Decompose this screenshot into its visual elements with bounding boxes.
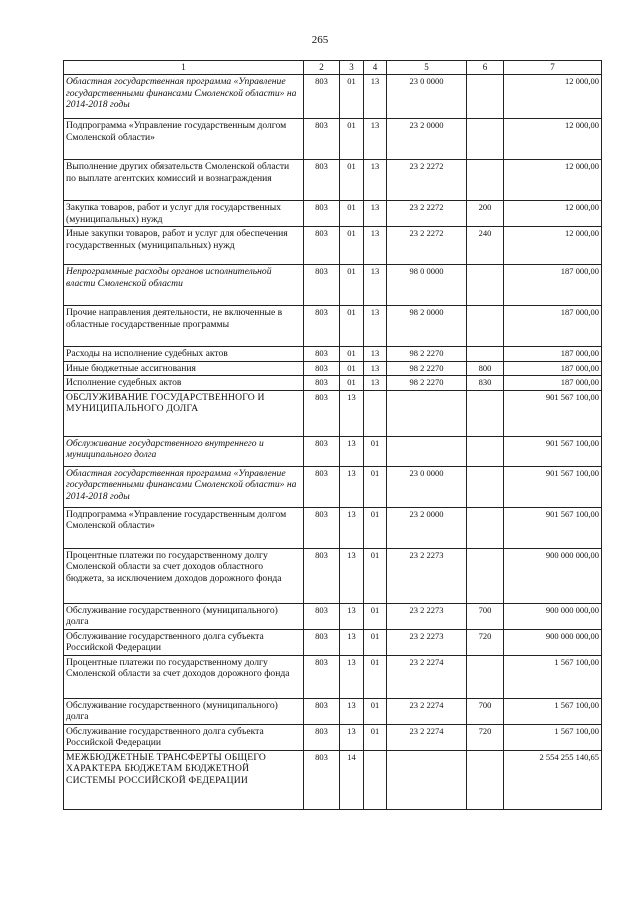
row-subsection: 01 — [364, 698, 387, 724]
row-amount: 187 000,00 — [504, 306, 602, 347]
table-row — [64, 724, 602, 750]
row-expense-type: 200 — [467, 201, 504, 227]
row-section: 13 — [340, 698, 364, 724]
row-amount: 900 000 000,00 — [504, 629, 602, 655]
row-admin-code: 803 — [304, 507, 340, 548]
row-admin-code: 803 — [304, 655, 340, 698]
row-subsection: 13 — [364, 306, 387, 347]
row-admin-code: 803 — [304, 603, 340, 629]
row-target-article — [387, 750, 467, 809]
row-target-article: 98 2 0000 — [387, 306, 467, 347]
row-amount: 187 000,00 — [504, 376, 602, 391]
table-row — [64, 75, 602, 119]
row-amount: 12 000,00 — [504, 119, 602, 160]
table-row — [64, 361, 602, 376]
table-row — [64, 265, 602, 306]
row-expense-type: 720 — [467, 629, 504, 655]
table-row — [64, 160, 602, 201]
row-name: Областная государственная программа «Управление государственными финансами Смоленской области» на 2014-2018 годы — [64, 466, 304, 507]
row-section: 01 — [340, 347, 364, 362]
row-target-article: 23 0 0000 — [387, 75, 467, 119]
row-expense-type: 700 — [467, 698, 504, 724]
row-subsection: 13 — [364, 347, 387, 362]
row-expense-type: 700 — [467, 603, 504, 629]
row-amount: 901 567 100,00 — [504, 466, 602, 507]
row-section: 13 — [340, 466, 364, 507]
table-row — [64, 201, 602, 227]
row-amount: 187 000,00 — [504, 361, 602, 376]
row-target-article: 98 2 2270 — [387, 361, 467, 376]
row-subsection: 13 — [364, 119, 387, 160]
row-expense-type — [467, 750, 504, 809]
row-target-article: 23 2 2273 — [387, 603, 467, 629]
row-section: 13 — [340, 436, 364, 466]
row-section: 13 — [340, 629, 364, 655]
table-row — [64, 347, 602, 362]
row-section: 01 — [340, 201, 364, 227]
row-name: Выполнение других обязательств Смоленской области по выплате агентских комиссий и вознаграждения — [64, 160, 304, 201]
row-section: 01 — [340, 265, 364, 306]
row-name: Обслуживание государственного внутреннего и муниципального долга — [64, 436, 304, 466]
row-name: Процентные платежи по государственному долгу Смоленской области за счет доходов дорожного фонда — [64, 655, 304, 698]
row-admin-code: 803 — [304, 361, 340, 376]
row-amount: 1 567 100,00 — [504, 655, 602, 698]
row-name: Прочие направления деятельности, не включенные в областные государственные программы — [64, 306, 304, 347]
row-admin-code: 803 — [304, 347, 340, 362]
table-row — [64, 390, 602, 436]
table-row — [64, 548, 602, 603]
row-expense-type — [467, 655, 504, 698]
row-target-article: 98 0 0000 — [387, 265, 467, 306]
row-name: ОБСЛУЖИВАНИЕ ГОСУДАРСТВЕННОГО И МУНИЦИПАЛЬНОГО ДОЛГА — [64, 390, 304, 436]
row-amount: 1 567 100,00 — [504, 724, 602, 750]
row-expense-type — [467, 347, 504, 362]
table-row — [64, 629, 602, 655]
row-amount: 187 000,00 — [504, 265, 602, 306]
row-target-article: 23 2 2273 — [387, 629, 467, 655]
row-name: Расходы на исполнение судебных актов — [64, 347, 304, 362]
row-name: Областная государственная программа «Управление государственными финансами Смоленской области» на 2014-2018 годы — [64, 75, 304, 119]
row-admin-code: 803 — [304, 724, 340, 750]
row-expense-type — [467, 160, 504, 201]
row-section: 01 — [340, 306, 364, 347]
table-body — [64, 75, 602, 810]
row-target-article: 23 2 2272 — [387, 160, 467, 201]
row-section: 01 — [340, 361, 364, 376]
row-target-article: 23 2 2274 — [387, 698, 467, 724]
row-target-article — [387, 436, 467, 466]
row-amount: 901 567 100,00 — [504, 436, 602, 466]
table-row — [64, 698, 602, 724]
row-target-article: 98 2 2270 — [387, 376, 467, 391]
row-expense-type: 800 — [467, 361, 504, 376]
row-amount: 2 554 255 140,65 — [504, 750, 602, 809]
row-name: Закупка товаров, работ и услуг для государственных (муниципальных) нужд — [64, 201, 304, 227]
row-amount: 900 000 000,00 — [504, 548, 602, 603]
budget-table — [63, 60, 602, 810]
table-row — [64, 603, 602, 629]
row-name: Исполнение судебных актов — [64, 376, 304, 391]
table-header-row — [64, 61, 602, 75]
row-admin-code: 803 — [304, 436, 340, 466]
row-name: Обслуживание государственного долга субъекта Российской Федерации — [64, 724, 304, 750]
row-subsection: 13 — [364, 265, 387, 306]
table-row — [64, 466, 602, 507]
row-section: 13 — [340, 507, 364, 548]
row-expense-type — [467, 548, 504, 603]
row-admin-code: 803 — [304, 201, 340, 227]
row-admin-code: 803 — [304, 390, 340, 436]
row-section: 01 — [340, 160, 364, 201]
row-section: 01 — [340, 75, 364, 119]
table-row — [64, 507, 602, 548]
row-section: 13 — [340, 655, 364, 698]
row-target-article: 23 2 2274 — [387, 724, 467, 750]
row-admin-code: 803 — [304, 119, 340, 160]
row-subsection: 13 — [364, 361, 387, 376]
row-name: Процентные платежи по государственному долгу Смоленской области за счет доходов областного бюджета, за исключением доходов дорожного фонда — [64, 548, 304, 603]
row-name: Обслуживание государственного (муниципального) долга — [64, 603, 304, 629]
row-amount: 12 000,00 — [504, 75, 602, 119]
row-name: Обслуживание государственного (муниципального) долга — [64, 698, 304, 724]
row-target-article: 23 2 2272 — [387, 201, 467, 227]
row-subsection: 01 — [364, 655, 387, 698]
row-admin-code: 803 — [304, 376, 340, 391]
row-subsection: 01 — [364, 436, 387, 466]
row-section: 01 — [340, 227, 364, 265]
row-admin-code: 803 — [304, 698, 340, 724]
row-subsection: 01 — [364, 548, 387, 603]
row-expense-type — [467, 265, 504, 306]
column-header: 4 — [364, 61, 387, 75]
row-subsection: 01 — [364, 507, 387, 548]
table-row — [64, 436, 602, 466]
column-header: 2 — [304, 61, 340, 75]
row-amount: 12 000,00 — [504, 160, 602, 201]
row-target-article: 23 2 2272 — [387, 227, 467, 265]
row-target-article — [387, 390, 467, 436]
row-subsection: 13 — [364, 160, 387, 201]
row-name: Обслуживание государственного долга субъекта Российской Федерации — [64, 629, 304, 655]
row-admin-code: 803 — [304, 306, 340, 347]
row-expense-type: 240 — [467, 227, 504, 265]
row-subsection: 13 — [364, 75, 387, 119]
table-row — [64, 306, 602, 347]
row-expense-type — [467, 390, 504, 436]
row-section: 13 — [340, 724, 364, 750]
row-admin-code: 803 — [304, 160, 340, 201]
row-subsection: 13 — [364, 376, 387, 391]
row-expense-type — [467, 75, 504, 119]
row-admin-code: 803 — [304, 75, 340, 119]
row-subsection: 01 — [364, 629, 387, 655]
row-subsection: 01 — [364, 466, 387, 507]
row-subsection: 01 — [364, 724, 387, 750]
row-admin-code: 803 — [304, 265, 340, 306]
row-name: МЕЖБЮДЖЕТНЫЕ ТРАНСФЕРТЫ ОБЩЕГО ХАРАКТЕРА БЮДЖЕТАМ БЮДЖЕТНОЙ СИСТЕМЫ РОССИЙСКОЙ ФЕДЕРАЦИИ — [64, 750, 304, 809]
table-row — [64, 655, 602, 698]
row-section: 14 — [340, 750, 364, 809]
row-admin-code: 803 — [304, 548, 340, 603]
row-amount: 900 000 000,00 — [504, 603, 602, 629]
row-expense-type: 720 — [467, 724, 504, 750]
column-header: 3 — [340, 61, 364, 75]
row-admin-code: 803 — [304, 750, 340, 809]
page-number: 265 — [311, 34, 329, 46]
row-admin-code: 803 — [304, 466, 340, 507]
column-header: 6 — [467, 61, 504, 75]
row-amount: 901 567 100,00 — [504, 390, 602, 436]
row-name: Подпрограмма «Управление государственным долгом Смоленской области» — [64, 507, 304, 548]
row-target-article: 23 2 2274 — [387, 655, 467, 698]
row-section: 13 — [340, 548, 364, 603]
row-expense-type — [467, 507, 504, 548]
row-name: Иные бюджетные ассигнования — [64, 361, 304, 376]
row-name: Подпрограмма «Управление государственным долгом Смоленской области» — [64, 119, 304, 160]
row-subsection: 13 — [364, 227, 387, 265]
row-target-article: 98 2 2270 — [387, 347, 467, 362]
row-expense-type: 830 — [467, 376, 504, 391]
row-section: 13 — [340, 390, 364, 436]
row-section: 13 — [340, 603, 364, 629]
row-expense-type — [467, 119, 504, 160]
row-target-article: 23 2 0000 — [387, 507, 467, 548]
row-section: 01 — [340, 376, 364, 391]
row-subsection: 13 — [364, 201, 387, 227]
row-target-article: 23 2 2273 — [387, 548, 467, 603]
row-section: 01 — [340, 119, 364, 160]
row-subsection: 01 — [364, 603, 387, 629]
row-amount: 12 000,00 — [504, 201, 602, 227]
row-target-article: 23 0 0000 — [387, 466, 467, 507]
row-subsection — [364, 750, 387, 809]
row-admin-code: 803 — [304, 629, 340, 655]
column-header: 1 — [64, 61, 304, 75]
column-header: 5 — [387, 61, 467, 75]
column-header: 7 — [504, 61, 602, 75]
row-amount: 901 567 100,00 — [504, 507, 602, 548]
row-expense-type — [467, 306, 504, 347]
table-row — [64, 376, 602, 391]
table-row — [64, 119, 602, 160]
row-amount: 12 000,00 — [504, 227, 602, 265]
row-subsection — [364, 390, 387, 436]
table-row — [64, 750, 602, 809]
table-row — [64, 227, 602, 265]
row-expense-type — [467, 466, 504, 507]
row-name: Иные закупки товаров, работ и услуг для обеспечения государственных (муниципальных) нужд — [64, 227, 304, 265]
row-amount: 1 567 100,00 — [504, 698, 602, 724]
row-expense-type — [467, 436, 504, 466]
row-target-article: 23 2 0000 — [387, 119, 467, 160]
row-name: Непрограммные расходы органов исполнительной власти Смоленской области — [64, 265, 304, 306]
row-admin-code: 803 — [304, 227, 340, 265]
row-amount: 187 000,00 — [504, 347, 602, 362]
